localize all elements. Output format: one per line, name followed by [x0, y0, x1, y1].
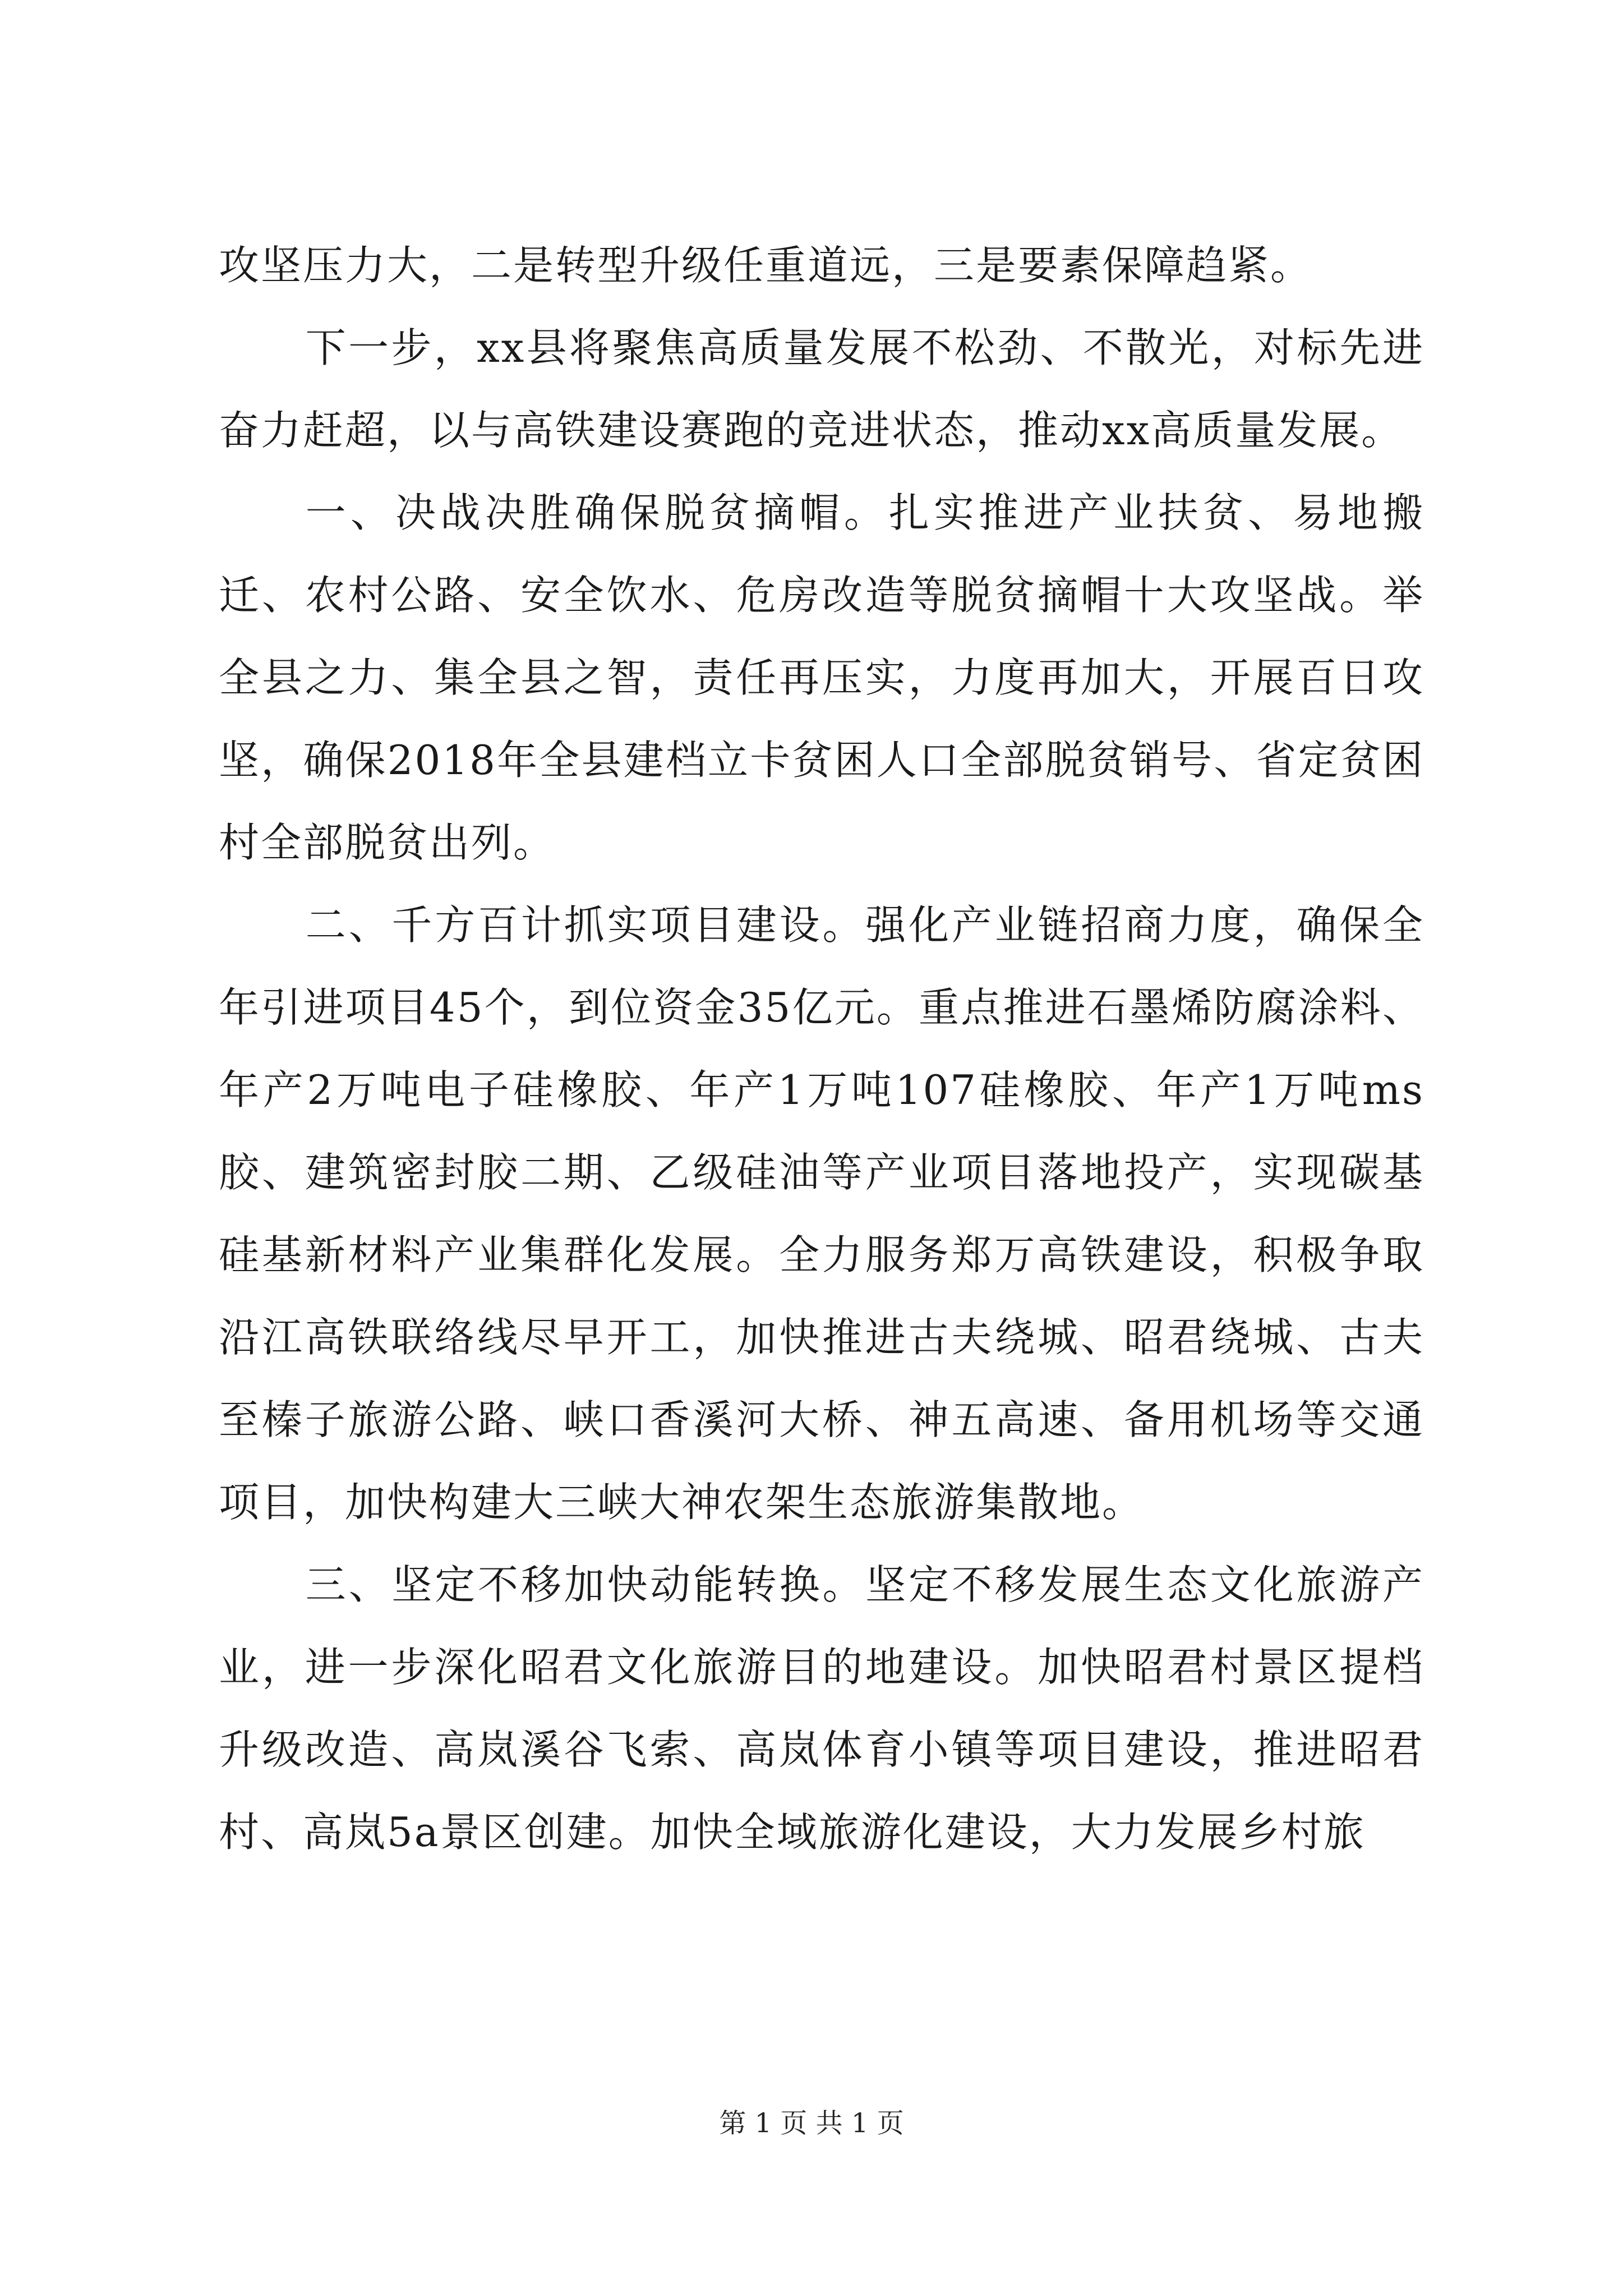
page-footer: [0, 2106, 1623, 2140]
document-body: [219, 224, 1424, 1874]
paragraph-3: 一、决战决胜确保脱贫摘帽。扎实推进产业扶贫、易地搬迁、农村公路、安全饮水、危房改造等脱贫摘帽十大攻坚战。举全县之力、集全县之智，责任再压实，力度再加大，开展百日攻坚，确保2018年全县建档立卡贫困人口全部脱贫销号、省定贫困村全部脱贫出列。: [219, 489, 1424, 866]
paragraph-5: 三、坚定不移加快动能转换。坚定不移发展生态文化旅游产业，进一步深化昭君文化旅游目的地建设。加快昭君村景区提档升级改造、高岚溪谷飞索、高岚体育小镇等项目建设，推进昭君村、高岚5a景区创建。加快全域旅游化建设，大力发展乡村旅: [219, 1561, 1424, 1856]
paragraph-2: 下一步，xx县将聚焦高质量发展不松劲、不散光，对标先进奋力赶超，以与高铁建设赛跑的竞进状态，推动xx高质量发展。: [219, 324, 1424, 454]
page-number-label: 第 1 页 共 1 页: [719, 2108, 904, 2139]
paragraph-1: 攻坚压力大，二是转型升级任重道远，三是要素保障趋紧。: [219, 242, 1313, 289]
paragraph-4: 二、千方百计抓实项目建设。强化产业链招商力度，确保全年引进项目45个，到位资金35亿元。重点推进石墨烯防腐涂料、年产2万吨电子硅橡胶、年产1万吨107硅橡胶、年产1万吨ms胶、建筑密封胶二期、乙级硅油等产业项目落地投产，实现碳基硅基新材料产业集群化发展。全力服务郑万高铁建设，积极争取沿江高铁联络线尽早开工，加快推进古夫绕城、昭君绕城、古夫至榛子旅游公路、峡口香溪河大桥、神五高速、备用机场等交通项目，加快构建大三峡大神农架生态旅游集散地。: [219, 901, 1424, 1526]
